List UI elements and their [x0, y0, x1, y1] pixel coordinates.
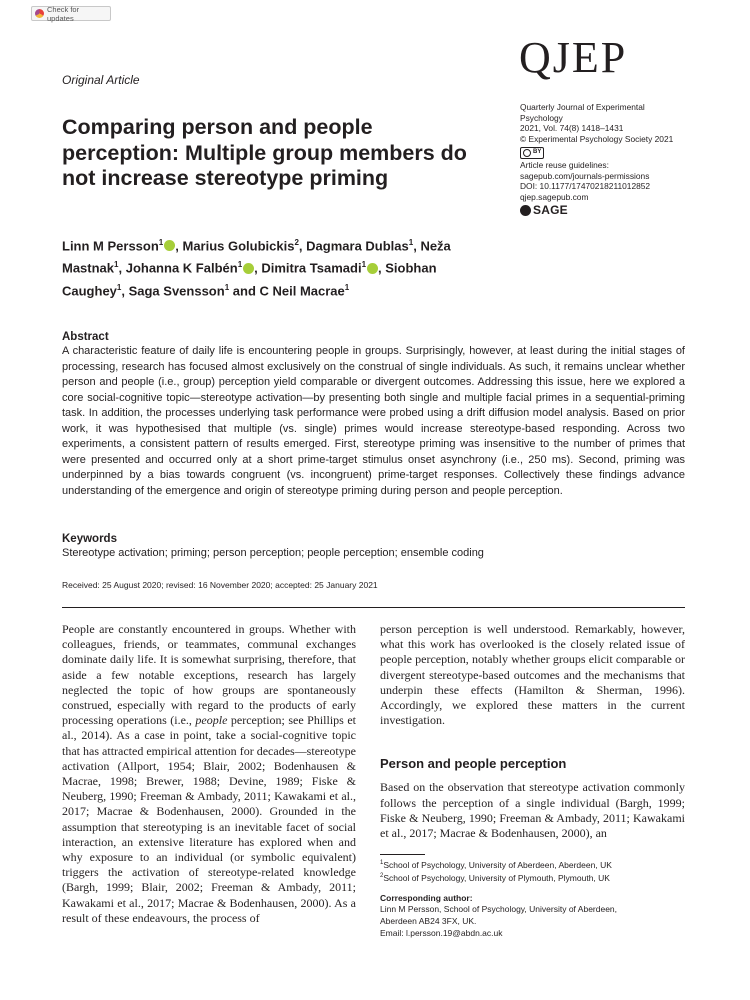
crossmark-icon: [35, 9, 44, 18]
body-italic-text: people: [195, 713, 228, 728]
abstract-text: A characteristic feature of daily life is encountering people in groups. Surprisingly, however, at least during the initial stages of processing, research has focused almost exclusively on the construal of single individuals. As such, it remains unclear whether person and people (i.e., group) perception yield comparable or divergent outcomes. Addressing this issue, here we explored a core social-cognitive topic—stereotype activation—by presenting both single and multiple facial primes in a sequential-priming task. In addition, the processes underlying task performance were probed using a drift diffusion model analysis. Based on prior work, it was hypothesised that multiple (vs. single) primes would increase stereotype-based responding. Across two experiments, a consistent pattern of results emerged. First, stereotype priming was insensitive to the number of primes that were presented and occurred only at a short prime-target stimulus onset asynchrony (i.e., 250 ms). Second, priming was underpinned by a bias towards congruent (vs. incongruent) prime-target responses. Collectively these findings advance understanding of the emergence and origin of stereotype priming during person and people perception.: [62, 345, 685, 497]
author-affiliation-marker: 1: [158, 238, 164, 247]
corresponding-label: Corresponding author:: [380, 892, 473, 903]
author-name: C Neil Macrae: [259, 282, 345, 298]
body-text: People are constantly encountered in groups. Whether with colleagues, friends, or teammates, communal exchanges dominate daily life. It is somewhat surprising, therefore, that aside a few notable exceptions, research has largely neglected the topic of how groups are spontaneously construed, especially with regard to the products of early processing operations (i.e.,: [62, 622, 356, 728]
corresponding-address-line1: Linn M Persson, School of Psychology, University of Aberdeen,: [380, 904, 618, 915]
author-affiliation-marker: 1: [116, 282, 122, 292]
author-name: Dimitra Tsamadi: [261, 260, 362, 276]
body-paragraph: Based on the observation that stereotype activation commonly follows the perception of a single individual (Bargh, 1999; Fiske & Neuberg, 1990; Freeman & Ambady, 2011; Kawakami et al., 2017; Macrae & Bodenhausen, 2000), an: [380, 780, 685, 841]
cc-circle-icon: [523, 149, 531, 157]
publisher-logo: [520, 202, 690, 217]
author-name: Saga Svensson: [128, 282, 225, 298]
journal-site-link[interactable]: qjep.sagepub.com: [520, 191, 589, 202]
body-text: perception; see Phillips et al., 2014). As a case in point, take a social-cognitive topic that has attracted empirical attention for decades—stereotype activation (Allport, 1954; Blair, 2002; Bodenhausen & Macrae, 1998; Brewer, 1988; Devine, 1989; Fiske & Neuberg, 1990; Freeman & Ambady, 2011; Kawakami et al., 2017; Macrae & Bodenhausen, 2000). Grounded in the assumption that stereotyping is an inevitable facet of social interaction, an extensive literature has explored when and why exposure to an individual (or symbolic equivalent) triggers the activation of stereotype-related knowledge (Bargh, 1999; Blair, 2002; Freeman & Ambady, 2011; Kawakami et al., 2017; Macrae & Bodenhausen, 2000). As a result of these endeavours, the process of: [62, 713, 356, 925]
body-paragraph: person perception is well understood. Remarkably, however, what this work has overlooked is the closely related issue of people perception, notably whether groups elicit comparable or divergent stereotype-based outcomes and the mechanisms that underpin these effects (Hamilton & Sherman, 1996). Accordingly, we explored these matters in the current investigation.: [380, 622, 685, 728]
corresponding-address-line2: Aberdeen AB24 3FX, UK.: [380, 916, 477, 927]
footnotes: [380, 858, 685, 939]
abstract-section: [62, 331, 685, 499]
journal-name-line2: Psychology: [520, 112, 563, 123]
journal-copyright: © Experimental Psychology Society 2021: [520, 134, 674, 145]
orcid-icon[interactable]: [243, 263, 254, 274]
author-name: Johanna K Falbén: [125, 260, 238, 276]
corresponding-email[interactable]: Email: l.persson.19@abdn.ac.uk: [380, 927, 503, 938]
section-heading: Person and people perception: [380, 756, 567, 772]
abstract-heading: Abstract: [62, 331, 109, 343]
reuse-link[interactable]: sagepub.com/journals-permissions: [520, 170, 650, 181]
orcid-icon[interactable]: [367, 263, 378, 274]
article-type: Original Article: [62, 73, 140, 87]
cc-license-label: BY: [533, 149, 542, 156]
corresponding-author: [380, 893, 685, 939]
journal-name-line1: Quarterly Journal of Experimental: [520, 102, 645, 112]
journal-logo: QJEP: [519, 33, 628, 82]
body-right-column: [380, 622, 685, 841]
author-list: Linn M Persson$^1$ , Marius Golubickis$^2$, Dagmara Dublas$^1$, Neža Mastnak$^1$, Johanna K Falbén$^1$ , Dimitra Tsamadi$^1$ , Siobhan Caughey$^1$, Saga Svensson$^1$ and C Neil Macrae$^1$: [62, 238, 451, 298]
author-affiliation-marker: 1: [224, 282, 230, 292]
affiliation-2: $^2$School of Psychology, University of Plymouth, Plymouth, UK: [380, 873, 610, 884]
keywords-heading: Keywords: [62, 533, 117, 545]
author-affiliation-marker: 1: [408, 238, 414, 247]
author-affiliation-marker: 1: [344, 282, 350, 292]
cc-license-icon[interactable]: [520, 147, 544, 159]
doi[interactable]: DOI: 10.1177/17470218211012852: [520, 181, 651, 192]
affiliation-1: $^1$School of Psychology, University of Aberdeen, Aberdeen, UK: [380, 859, 612, 870]
article-title: Comparing person and people perception: Multiple group members do not increase stereotype priming: [62, 115, 467, 190]
author-name: Linn M Persson: [62, 238, 159, 254]
sage-mark-icon: [520, 205, 531, 216]
body-left-column: [62, 622, 356, 926]
check-for-updates-badge[interactable]: [31, 6, 111, 21]
article-dates: Received: 25 August 2020; revised: 16 November 2020; accepted: 25 January 2021: [62, 580, 378, 590]
journal-info: [520, 102, 690, 216]
keywords-text: Stereotype activation; priming; person perception; people perception; ensemble coding: [62, 547, 484, 559]
author-name: Neža Mastnak: [62, 238, 451, 276]
author-affiliation-marker: 1: [237, 260, 243, 270]
journal-volume: 2021, Vol. 74(8) 1418–1431: [520, 123, 624, 134]
divider: [62, 607, 685, 608]
author-name: Siobhan Caughey: [62, 260, 437, 298]
author-affiliation-marker: 1: [361, 260, 367, 270]
orcid-icon[interactable]: [164, 240, 175, 251]
author-name: Dagmara Dublas: [306, 238, 409, 254]
author-affiliation-marker: 1: [114, 260, 119, 270]
check-for-updates-label: Check for updates: [47, 4, 80, 23]
publisher-logo-text: SAGE: [533, 202, 568, 217]
footnote-divider: [380, 854, 425, 855]
keywords-section: [62, 533, 685, 561]
reuse-label: Article reuse guidelines:: [520, 159, 609, 170]
author-affiliation-marker: 2: [294, 238, 299, 247]
author-name: Marius Golubickis: [182, 238, 295, 254]
